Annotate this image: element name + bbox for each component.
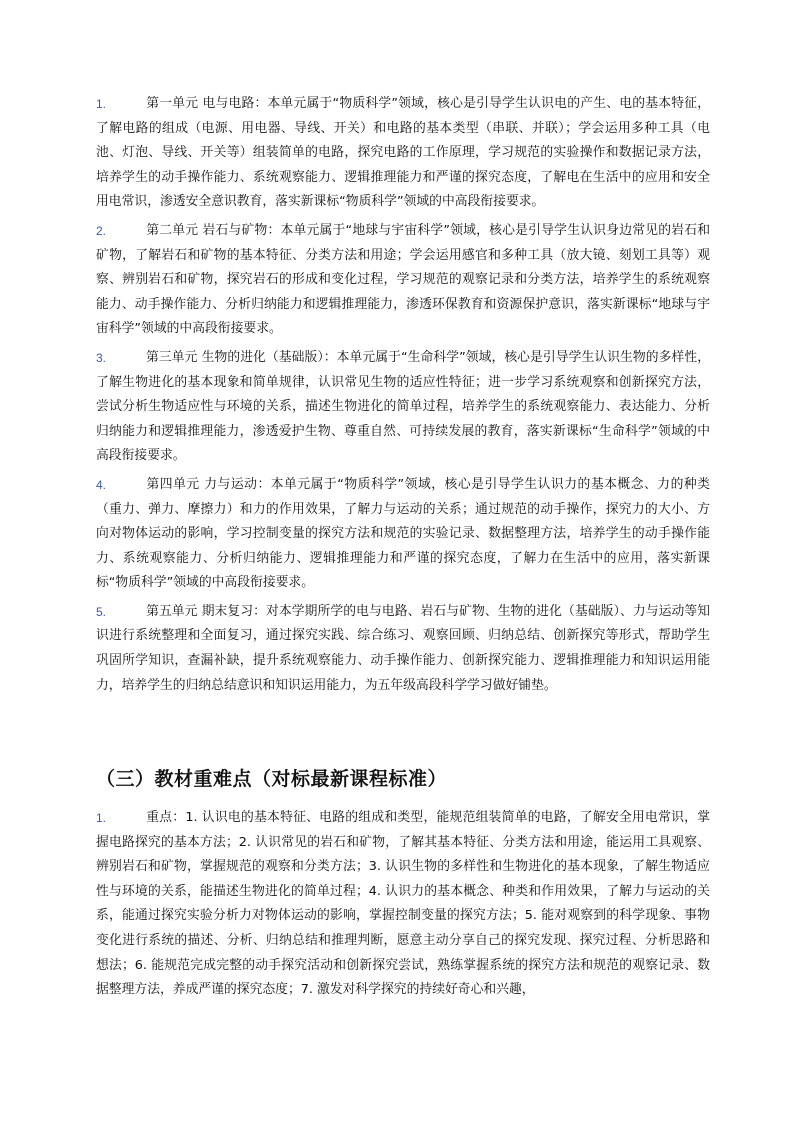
list-item-unit-4 <box>96 473 710 596</box>
list-number: 1. <box>96 97 107 111</box>
list-item-text: 重点：1. 认识电的基本特征、电路的组成和类型，能规范组装简单的电路，了解安全用电常识，掌握电路探究的基本方法；2. 认识常见的岩石和矿物，了解其基本特征、分类方法和用途，能运用工具观察、辨别岩石和矿物，掌握规范的观察和分类方法；3. 认识生物的多样性和生物进化的基本现象，了解生物适应性与环境的关系，能描述生物进化的简单过程；4. 认识力的基本概念、种类和作用效果，了解力与运动的关系，能通过探究实验分析力对物体运动的影响，掌握控制变量的探究方法；5. 能对观察到的科学现象、事物变化进行系统的描述、分析、归纳总结和推理判断，愿意主动分享自己的探究发现、探究过程、分析思路和想法；6. 能规范完成完整的动手探究活动和创新探究尝试，熟练掌握系统的探究方法和规范的观察记录、数据整理方法，养成严谨的探究态度；7. 激发对科学探究的持续好奇心和兴趣， <box>96 810 710 998</box>
list-number: 1. <box>96 811 107 825</box>
list-item-unit-3 <box>96 346 710 469</box>
list-number: 4. <box>96 477 107 492</box>
list-item-text: 第五单元 期末复习：对本学期所学的电与电路、岩石与矿物、生物的进化（基础版）、力与运动等知识进行系统整理和全面复习，通过探究实践、综合练习、观察回顾、归纳总结、创新探究等形式，帮助学生巩固所学知识，查漏补缺，提升系统观察能力、动手操作能力、创新探究能力、逻辑推理能力和知识运用能力，培养学生的归纳总结意识和知识运用能力，为五年级高段科学学习做好铺垫。 <box>96 603 710 693</box>
list-number: 2. <box>96 223 107 238</box>
unit-list <box>96 92 710 698</box>
list-item-unit-5 <box>96 600 710 698</box>
list-item-unit-1 <box>96 92 710 215</box>
key-points-list <box>96 806 710 1003</box>
list-item-text: 第四单元 力与运动：本单元属于“物质科学”领域，核心是引导学生认识力的基本概念、力的种类（重力、弹力、摩擦力）和力的作用效果，了解力与运动的关系；通过规范的动手操作，探究力的大小、方向对物体运动的影响，学习控制变量的探究方法和规范的实验记录、数据整理方法，培养学生的动手操作能力、系统观察能力、分析归纳能力、逻辑推理能力和严谨的探究态度，了解力在生活中的应用，落实新课标“物质科学”领域的中高段衔接要求。 <box>96 476 710 591</box>
list-item-key-points <box>96 806 710 1003</box>
list-item-text: 第三单元 生物的进化（基础版）：本单元属于“生命科学”领域，核心是引导学生认识生物的多样性，了解生物进化的基本现象和简单规律，认识常见生物的适应性特征；进一步学习系统观察和创新探究方法，尝试分析生物适应性与环境的关系，描述生物进化的简单过程，培养学生的系统观察能力、表达能力、分析归纳能力和逻辑推理能力，渗透爱护生物、尊重自然、可持续发展的教育，落实新课标“生命科学”领域的中高段衔接要求。 <box>96 349 710 464</box>
section-heading: （三）教材重难点（对标最新课程标准） <box>96 768 448 790</box>
list-number: 5. <box>96 604 107 619</box>
list-item-unit-2 <box>96 219 710 342</box>
list-number: 3. <box>96 350 107 365</box>
list-item-text: 第一单元 电与电路：本单元属于“物质科学”领域，核心是引导学生认识电的产生、电的基本特征，了解电路的组成（电源、用电器、导线、开关）和电路的基本类型（串联、并联）；学会运用多种工具（电池、灯泡、导线、开关等）组装简单的电路，探究电路的工作原理，学习规范的实验操作和数据记录方法，培养学生的动手操作能力、系统观察能力、逻辑推理能力和严谨的探究态度，了解电在生活中的应用和安全用电常识，渗透安全意识教育，落实新课标“物质科学”领域的中高段衔接要求。 <box>96 96 710 210</box>
list-item-text: 第二单元 岩石与矿物：本单元属于“地球与宇宙科学”领域，核心是引导学生认识身边常见的岩石和矿物，了解岩石和矿物的基本特征、分类方法和用途；学会运用感官和多种工具（放大镜、刻划工具等）观察、辨别岩石和矿物，探究岩石的形成和变化过程，学习规范的观察记录和分类方法，培养学生的系统观察能力、动手操作能力、分析归纳能力和逻辑推理能力，渗透环保教育和资源保护意识，落实新课标“地球与宇宙科学”领域的中高段衔接要求。 <box>96 222 710 337</box>
